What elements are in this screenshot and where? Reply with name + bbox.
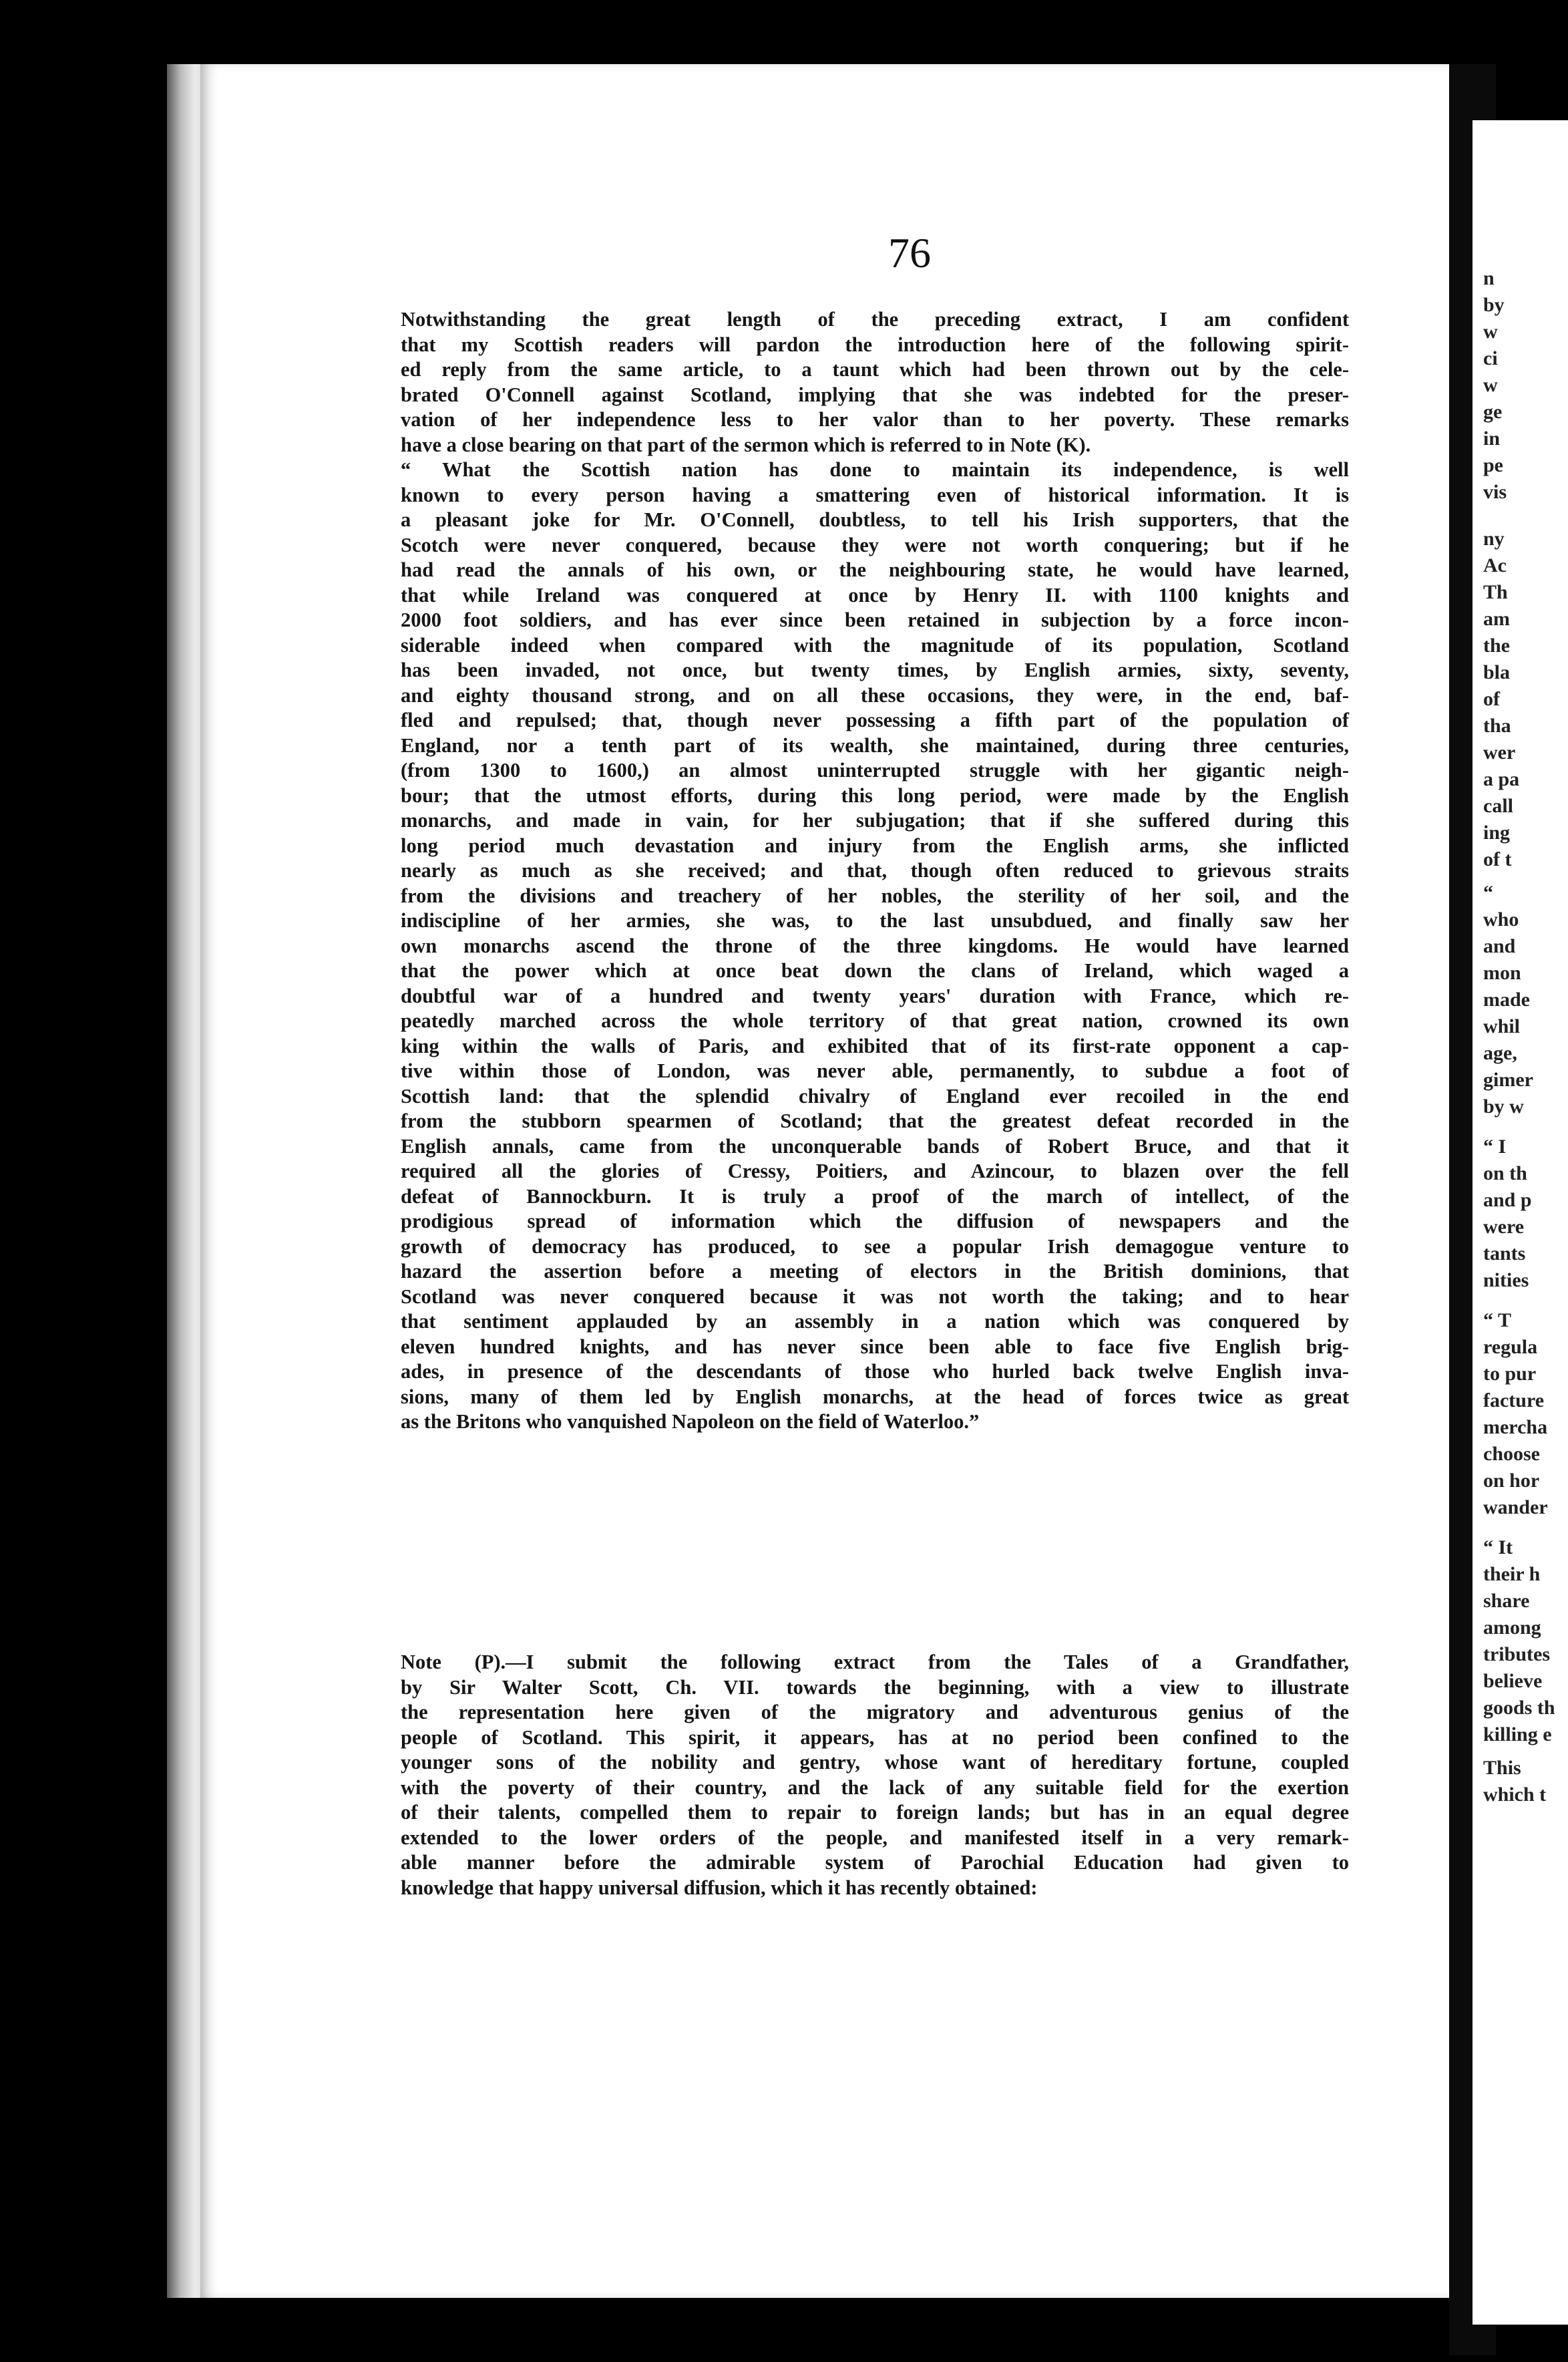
facing-page-fragment: ing [1483,822,1511,844]
facing-page-fragment: Th [1483,581,1508,603]
note-paragraph [401,1650,1349,1900]
text-line: Notwithstanding the great length of the preceding extract, I am confident [401,308,1349,331]
text-line: tive within those of London, was never able, permanently, to subdue a foot of [401,1059,1349,1082]
text-line: that sentiment applauded by an assembly in a nation which was conquered by [401,1310,1349,1333]
facing-page-fragment: believe [1483,1670,1543,1692]
facing-page-fragment: on hor [1483,1470,1540,1492]
facing-page-fragment: wer [1483,741,1516,764]
facing-page-fragment: in [1483,428,1501,450]
text-line: and eighty thousand strong, and on all these occasions, they were, in the end, baf- [401,683,1349,707]
text-line: long period much devastation and injury from the English arms, she inflicted [401,834,1349,857]
facing-page-fragment: mercha [1483,1416,1548,1438]
text-line: siderable indeed when compared with the magnitude of its population, Scotland [401,633,1349,657]
text-line: sions, many of them led by English monarchs, at the head of forces twice as great [401,1385,1349,1408]
facing-page-fragment: This [1483,1757,1521,1779]
facing-page-fragment: n [1483,267,1495,289]
facing-page-fragment: a pa [1483,768,1520,790]
text-line: Note (P).—I submit the following extract from the Tales of a Grandfather, [401,1651,1349,1673]
text-line: “ What the Scottish nation has done to maintain its independence, is well [401,458,1349,481]
main-paragraph [401,307,1349,1435]
facing-page-fragment: on th [1483,1162,1527,1184]
facing-page-fragment: share [1483,1590,1530,1612]
text-line: extended to the lower orders of the people, and manifested itself in a very remark- [401,1826,1349,1849]
facing-page-fragment: of t [1483,848,1512,870]
facing-page-fragment: ci [1483,347,1498,369]
facing-page-fragment: choose [1483,1443,1540,1465]
text-line: that my Scottish readers will pardon the introduction here of the following spirit- [401,333,1349,356]
facing-page-fragment: vis [1483,481,1507,503]
facing-page-fragment: of [1483,688,1500,710]
text-line: had read the annals of his own, or the neighbouring state, he would have learned, [401,558,1349,581]
facing-page-fragment: made [1483,989,1530,1011]
facing-page-fragment: whil [1483,1015,1521,1037]
facing-page-fragment: and p [1483,1189,1532,1211]
facing-page-fragment: “ T [1483,1309,1511,1331]
text-line: that the power which at once beat down the clans of Ireland, which waged a [401,959,1349,982]
text-line: has been invaded, not once, but twenty times, by English armies, sixty, seventy, [401,659,1349,681]
facing-page-fragment: among [1483,1617,1541,1639]
facing-page-fragment: “ [1483,882,1493,904]
facing-page-fragment: who [1483,908,1519,931]
text-line: vation of her independence less to her valor than to her poverty. These remarks [401,408,1349,431]
text-line: own monarchs ascend the throne of the three kingdoms. He would have learned [401,934,1349,957]
text-line: growth of democracy has produced, to see a popular Irish demagogue venture to [401,1234,1349,1258]
text-line: by Sir Walter Scott, Ch. VII. towards the beginning, with a view to illustrate [401,1675,1349,1699]
facing-page-fragment: tributes [1483,1643,1550,1665]
facing-page-fragment: gimer [1483,1069,1533,1091]
text-line: prodigious spread of information which the diffusion of newspapers and the [401,1210,1349,1232]
text-line: a pleasant joke for Mr. O'Connell, doubtless, to tell his Irish supporters, that the [401,508,1349,531]
facing-page-fragment: their h [1483,1563,1541,1585]
facing-page-fragment: tha [1483,715,1511,737]
facing-page-fragment: wander [1483,1496,1548,1518]
text-line: with the poverty of their country, and the lack of any suitable field for the exertion [401,1776,1349,1799]
text-line: that while Ireland was conquered at once by Henry II. with 1100 knights and [401,583,1349,607]
facing-page-fragment: regula [1483,1336,1538,1358]
text-line: English annals, came from the unconquerable bands of Robert Bruce, and that it [401,1134,1349,1158]
text-line: have a close bearing on that part of the sermon which is referred to in Note (K). [401,433,1091,456]
text-line: eleven hundred knights, and has never since been able to face five English brig- [401,1335,1349,1358]
text-line: required all the glories of Cressy, Poitiers, and Azincour, to blazen over the fell [401,1160,1349,1182]
facing-page-fragment: bla [1483,661,1511,683]
text-line: from the stubborn spearmen of Scotland; that the greatest defeat recorded in the [401,1110,1349,1132]
page-number: 76 [888,229,931,277]
facing-page-fragment: the [1483,635,1510,657]
facing-page-edge [1473,120,1568,2325]
text-line: as the Britons who vanquished Napoleon on the field of Waterloo.” [401,1410,980,1433]
facing-page-fragment: by w [1483,1095,1524,1118]
text-line: knowledge that happy universal diffusion, which it has recently obtained: [401,1876,1038,1899]
facing-page-fragment: mon [1483,962,1521,984]
text-line: of their talents, compelled them to repair to foreign lands; but has in an equal degree [401,1801,1349,1824]
facing-page-fragment: age, [1483,1042,1517,1064]
text-line: ades, in presence of the descendants of those who hurled back twelve English inva- [401,1360,1349,1383]
facing-page-fragment: ny [1483,528,1505,550]
text-line: hazard the assertion before a meeting of electors in the British dominions, that [401,1260,1349,1283]
text-line: bour; that the utmost efforts, during this long period, were made by the English [401,784,1349,807]
facing-page-fragment: facture [1483,1389,1545,1411]
text-line: (from 1300 to 1600,) an almost uninterrupted struggle with her gigantic neigh- [401,759,1349,782]
facing-page-fragment: “ I [1483,1136,1507,1158]
text-line: younger sons of the nobility and gentry, whose want of hereditary fortune, coupled [401,1751,1349,1774]
text-line: from the divisions and treachery of her nobles, the sterility of her soil, and the [401,884,1349,907]
facing-page-fragment: nities [1483,1269,1529,1291]
text-line: fled and repulsed; that, though never possessing a fifth part of the population of [401,709,1349,731]
text-line: doubtful war of a hundred and twenty years' duration with France, which re- [401,984,1349,1007]
facing-page-fragment: w [1483,374,1498,396]
text-line: Scotch were never conquered, because they were not worth conquering; but if he [401,533,1349,556]
facing-page-fragment: Ac [1483,554,1507,576]
text-line: ed reply from the same article, to a taunt which had been thrown out by the cele- [401,358,1349,381]
text-line: brated O'Connell against Scotland, implying that she was indebted for the preser- [401,383,1349,406]
facing-page-fragment: by [1483,294,1505,316]
text-line: known to every person having a smattering even of historical information. It is [401,483,1349,506]
facing-page-fragment: call [1483,795,1513,817]
facing-page-fragment: am [1483,608,1510,630]
facing-page-fragment: ge [1483,401,1503,423]
text-line: 2000 foot soldiers, and has ever since been retained in subjection by a force incon- [401,609,1349,631]
text-line: the representation here given of the migratory and adventurous genius of the [401,1701,1349,1723]
facing-page-fragment: pe [1483,454,1503,476]
text-line: king within the walls of Paris, and exhibited that of its first-rate opponent a cap- [401,1034,1349,1057]
facing-page-fragment: which t [1483,1784,1547,1806]
text-line: Scottish land: that the splendid chivalry of England ever recoiled in the end [401,1084,1349,1108]
facing-page-fragment: and [1483,935,1516,957]
text-line: England, nor a tenth part of its wealth, she maintained, during three centuries, [401,733,1349,757]
text-line: people of Scotland. This spirit, it appears, has at no period been confined to the [401,1725,1349,1749]
text-line: Scotland was never conquered because it was not worth the taking; and to hear [401,1285,1349,1308]
facing-page-fragment: were [1483,1216,1525,1238]
text-line: peatedly marched across the whole territory of that great nation, crowned its own [401,1009,1349,1032]
text-line: indiscipline of her armies, she was, to the last unsubdued, and finally saw her [401,909,1349,932]
facing-page-fragment: goods th [1483,1697,1555,1719]
text-line: monarchs, and made in vain, for her subjugation; that if she suffered during this [401,809,1349,832]
facing-page-fragment: tants [1483,1242,1526,1264]
facing-page-fragment: w [1483,321,1498,343]
facing-page-fragment: “ It [1483,1536,1513,1558]
text-line: defeat of Bannockburn. It is truly a proof of the march of intellect, of the [401,1184,1349,1208]
facing-page-fragment: to pur [1483,1363,1537,1385]
text-line: able manner before the admirable system of Parochial Education had given to [401,1851,1349,1874]
facing-page-fragment: killing e [1483,1723,1552,1745]
text-line: nearly as much as she received; and that, though often reduced to grievous straits [401,859,1349,882]
